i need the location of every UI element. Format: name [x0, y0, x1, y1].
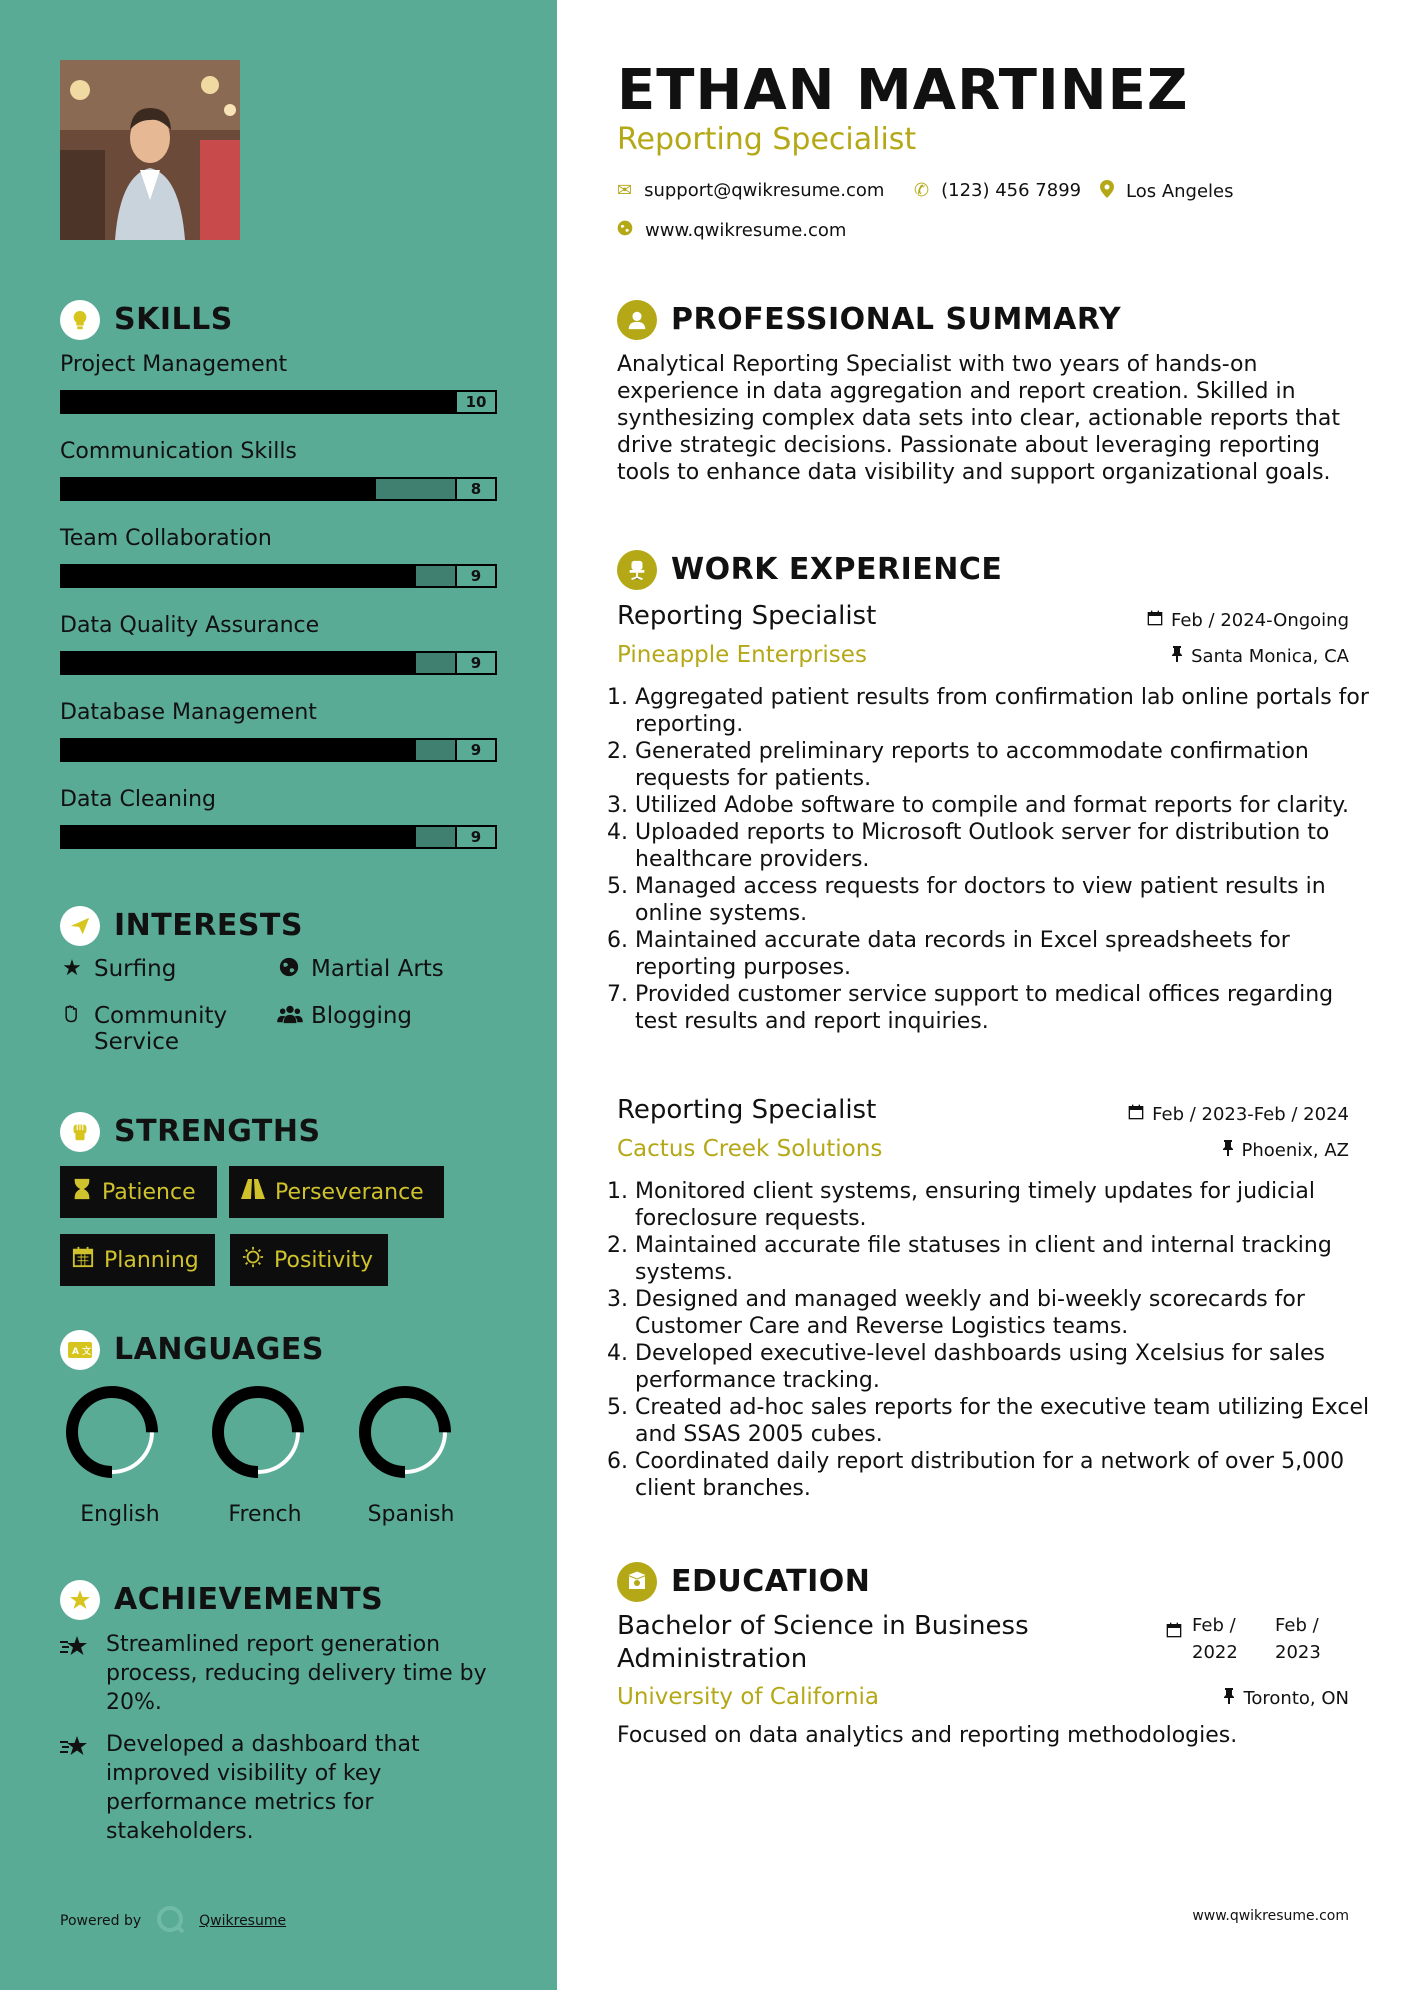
strength-patience: Patience [60, 1166, 217, 1218]
pin-icon [1171, 646, 1183, 667]
calendar-icon [72, 1246, 94, 1274]
language-label-french: French [228, 1502, 302, 1527]
contact-website: www.qwikresume.com [617, 220, 846, 241]
skill-value: 9 [455, 827, 495, 847]
company-name: Cactus Creek Solutions [617, 1136, 883, 1162]
summary-text: Analytical Reporting Specialist with two years of hands-on experience in data aggregation and report creation. Skilled in synthesizing complex data sets into clear, actionable reports that drive strategic decisions. Passionate about leveraging reporting tools to enhance data visibility and support organizational goals. [617, 352, 1341, 485]
graduation-cap-icon [617, 1562, 657, 1602]
job-location: Santa Monica, CA [1171, 646, 1349, 667]
footer-website[interactable]: www.qwikresume.com [1192, 1908, 1349, 1924]
profile-photo [60, 60, 240, 240]
users-icon [277, 1003, 301, 1031]
skill-name: Data Quality Assurance [60, 613, 320, 638]
skill-bar [60, 477, 497, 501]
skill-bar-fill [62, 566, 416, 586]
job-bullet: 3. Utilized Adobe software to compile and format reports for clarity. [635, 792, 1380, 819]
candidate-role: Reporting Specialist [617, 122, 917, 157]
medal-star-icon [60, 1580, 100, 1620]
skill-value: 9 [455, 740, 495, 760]
skill-bar-fill [62, 827, 416, 847]
job-bullet: 7. Provided customer service support to medical offices regarding test results and report inquiries. [635, 981, 1380, 1035]
skill-bar [60, 738, 497, 762]
map-pin-icon [1100, 180, 1114, 203]
strengths-title: STRENGTHS [114, 1114, 321, 1149]
job-bullet: 2. Generated preliminary reports to accommodate confirmation requests for patients. [635, 738, 1380, 792]
skill-value: 8 [455, 479, 495, 499]
achievement-item: Developed a dashboard that improved visibility of key performance metrics for stakeholders. [60, 1730, 500, 1846]
sun-icon [242, 1246, 264, 1274]
skills-title: SKILLS [114, 302, 233, 337]
svg-text:A: A [72, 1347, 79, 1357]
interest-martial-arts: Martial Arts [277, 956, 497, 984]
language-ring-french [218, 1392, 298, 1472]
degree-title: Bachelor of Science in Business Administration [617, 1611, 1029, 1674]
job-bullet: 4. Uploaded reports to Microsoft Outlook server for distribution to healthcare providers. [635, 819, 1380, 873]
summary-title: PROFESSIONAL SUMMARY [671, 302, 1122, 337]
education-end: Feb / 2023 [1275, 1615, 1321, 1663]
fist-icon [60, 1112, 100, 1152]
star-icon: ★ [62, 956, 82, 981]
skill-bar [60, 651, 497, 675]
job-bullet: 5. Created ad-hoc sales reports for the executive team utilizing Excel and SSAS 2005 cubes. [635, 1394, 1380, 1448]
skill-value: 9 [455, 566, 495, 586]
skill-bar [60, 564, 497, 588]
lightbulb-icon [60, 300, 100, 340]
experience-title: WORK EXPERIENCE [671, 552, 1003, 587]
phone-icon: ✆ [914, 180, 930, 201]
star-award-icon [60, 1730, 94, 1846]
skill-name: Project Management [60, 352, 288, 377]
skill-bar-fill [62, 479, 376, 499]
strength-planning: Planning [60, 1234, 215, 1286]
skill-bar [60, 825, 497, 849]
skill-name: Communication Skills [60, 439, 297, 464]
job-bullet: 2. Maintained accurate file statuses in client and internal tracking systems. [635, 1232, 1380, 1286]
contact-email: ✉ support@qwikresume.com [617, 180, 885, 201]
job-location: Phoenix, AZ [1222, 1140, 1350, 1161]
job-title: Reporting Specialist [617, 1095, 877, 1125]
pin-icon [1222, 1140, 1234, 1161]
job-bullet: 6. Maintained accurate data records in Excel spreadsheets for reporting purposes. [635, 927, 1380, 981]
contact-location: Los Angeles [1100, 180, 1234, 203]
school-name: University of California [617, 1684, 880, 1710]
education-title: EDUCATION [671, 1564, 871, 1599]
user-icon [617, 300, 657, 340]
skill-name: Team Collaboration [60, 526, 272, 551]
calendar-icon [1166, 1622, 1182, 1642]
star-award-icon [60, 1630, 94, 1717]
office-chair-icon [617, 550, 657, 590]
calendar-icon [1147, 610, 1163, 631]
skill-bar-fill [62, 740, 416, 760]
language-ring-english [72, 1392, 152, 1472]
interests-title: INTERESTS [114, 908, 303, 943]
job-bullets [617, 1178, 1380, 1502]
job-bullet: 5. Managed access requests for doctors to view patient results in online systems. [635, 873, 1380, 927]
job-dates: Feb / 2024-Ongoing [1147, 610, 1349, 631]
job-bullet: 1. Aggregated patient results from confirmation lab online portals for reporting. [635, 684, 1380, 738]
skill-value: 10 [455, 392, 495, 412]
education-description: Focused on data analytics and reporting methodologies. [617, 1723, 1238, 1748]
language-label-spanish: Spanish [367, 1502, 455, 1527]
job-bullet: 4. Developed executive-level dashboards using Xcelsius for sales performance tracking. [635, 1340, 1380, 1394]
job-bullet: 1. Monitored client systems, ensuring timely updates for judicial foreclosure requests. [635, 1178, 1380, 1232]
candidate-name: ETHAN MARTINEZ [617, 58, 1189, 123]
skill-bar [60, 390, 497, 414]
paper-plane-icon [60, 906, 100, 946]
strength-perseverance: Perseverance [229, 1166, 444, 1218]
education-start: Feb / 2022 [1192, 1615, 1238, 1663]
language-rings [0, 1380, 557, 1490]
hourglass-icon [72, 1178, 92, 1206]
road-icon [241, 1179, 265, 1205]
pin-icon [1223, 1688, 1235, 1709]
globe-icon [277, 956, 301, 984]
job-bullet: 6. Coordinated daily report distribution for a network of over 5,000 client branches. [635, 1448, 1380, 1502]
education-location: Toronto, ON [1223, 1688, 1349, 1709]
language-icon [60, 1330, 100, 1370]
svg-text:文: 文 [82, 1347, 92, 1357]
strength-positivity: Positivity [230, 1234, 388, 1286]
language-label-english: English [80, 1502, 160, 1527]
job-bullet: 3. Designed and managed weekly and bi-weekly scorecards for Customer Care and Reverse Logistics teams. [635, 1286, 1380, 1340]
skill-bar-fill [62, 653, 416, 673]
qwikresume-logo-icon [155, 1904, 185, 1938]
interest-community-service: Community Service [60, 1003, 270, 1055]
hand-icon [60, 1003, 84, 1031]
contact-phone: ✆ (123) 456 7899 [914, 180, 1082, 201]
envelope-icon: ✉ [617, 180, 633, 201]
company-name: Pineapple Enterprises [617, 642, 867, 668]
achievements-title: ACHIEVEMENTS [114, 1582, 384, 1617]
languages-title: LANGUAGES [114, 1332, 324, 1367]
skill-bar-fill [62, 392, 455, 412]
interest-blogging: Blogging [277, 1003, 497, 1031]
skill-name: Data Cleaning [60, 787, 216, 812]
qwikresume-link[interactable]: Qwikresume [199, 1913, 287, 1929]
skill-value: 9 [455, 653, 495, 673]
globe-icon [617, 220, 633, 241]
job-bullets [617, 684, 1380, 1035]
achievement-item: Streamlined report generation process, reducing delivery time by 20%. [60, 1630, 500, 1717]
language-ring-spanish [365, 1392, 445, 1472]
powered-by: Powered by Qwikresume [60, 1904, 286, 1938]
job-title: Reporting Specialist [617, 601, 877, 631]
interest-surfing: ★ Surfing [60, 956, 260, 982]
job-dates: Feb / 2023-Feb / 2024 [1128, 1104, 1349, 1125]
sidebar [0, 0, 557, 1990]
skill-name: Database Management [60, 700, 317, 725]
calendar-icon [1128, 1104, 1144, 1125]
